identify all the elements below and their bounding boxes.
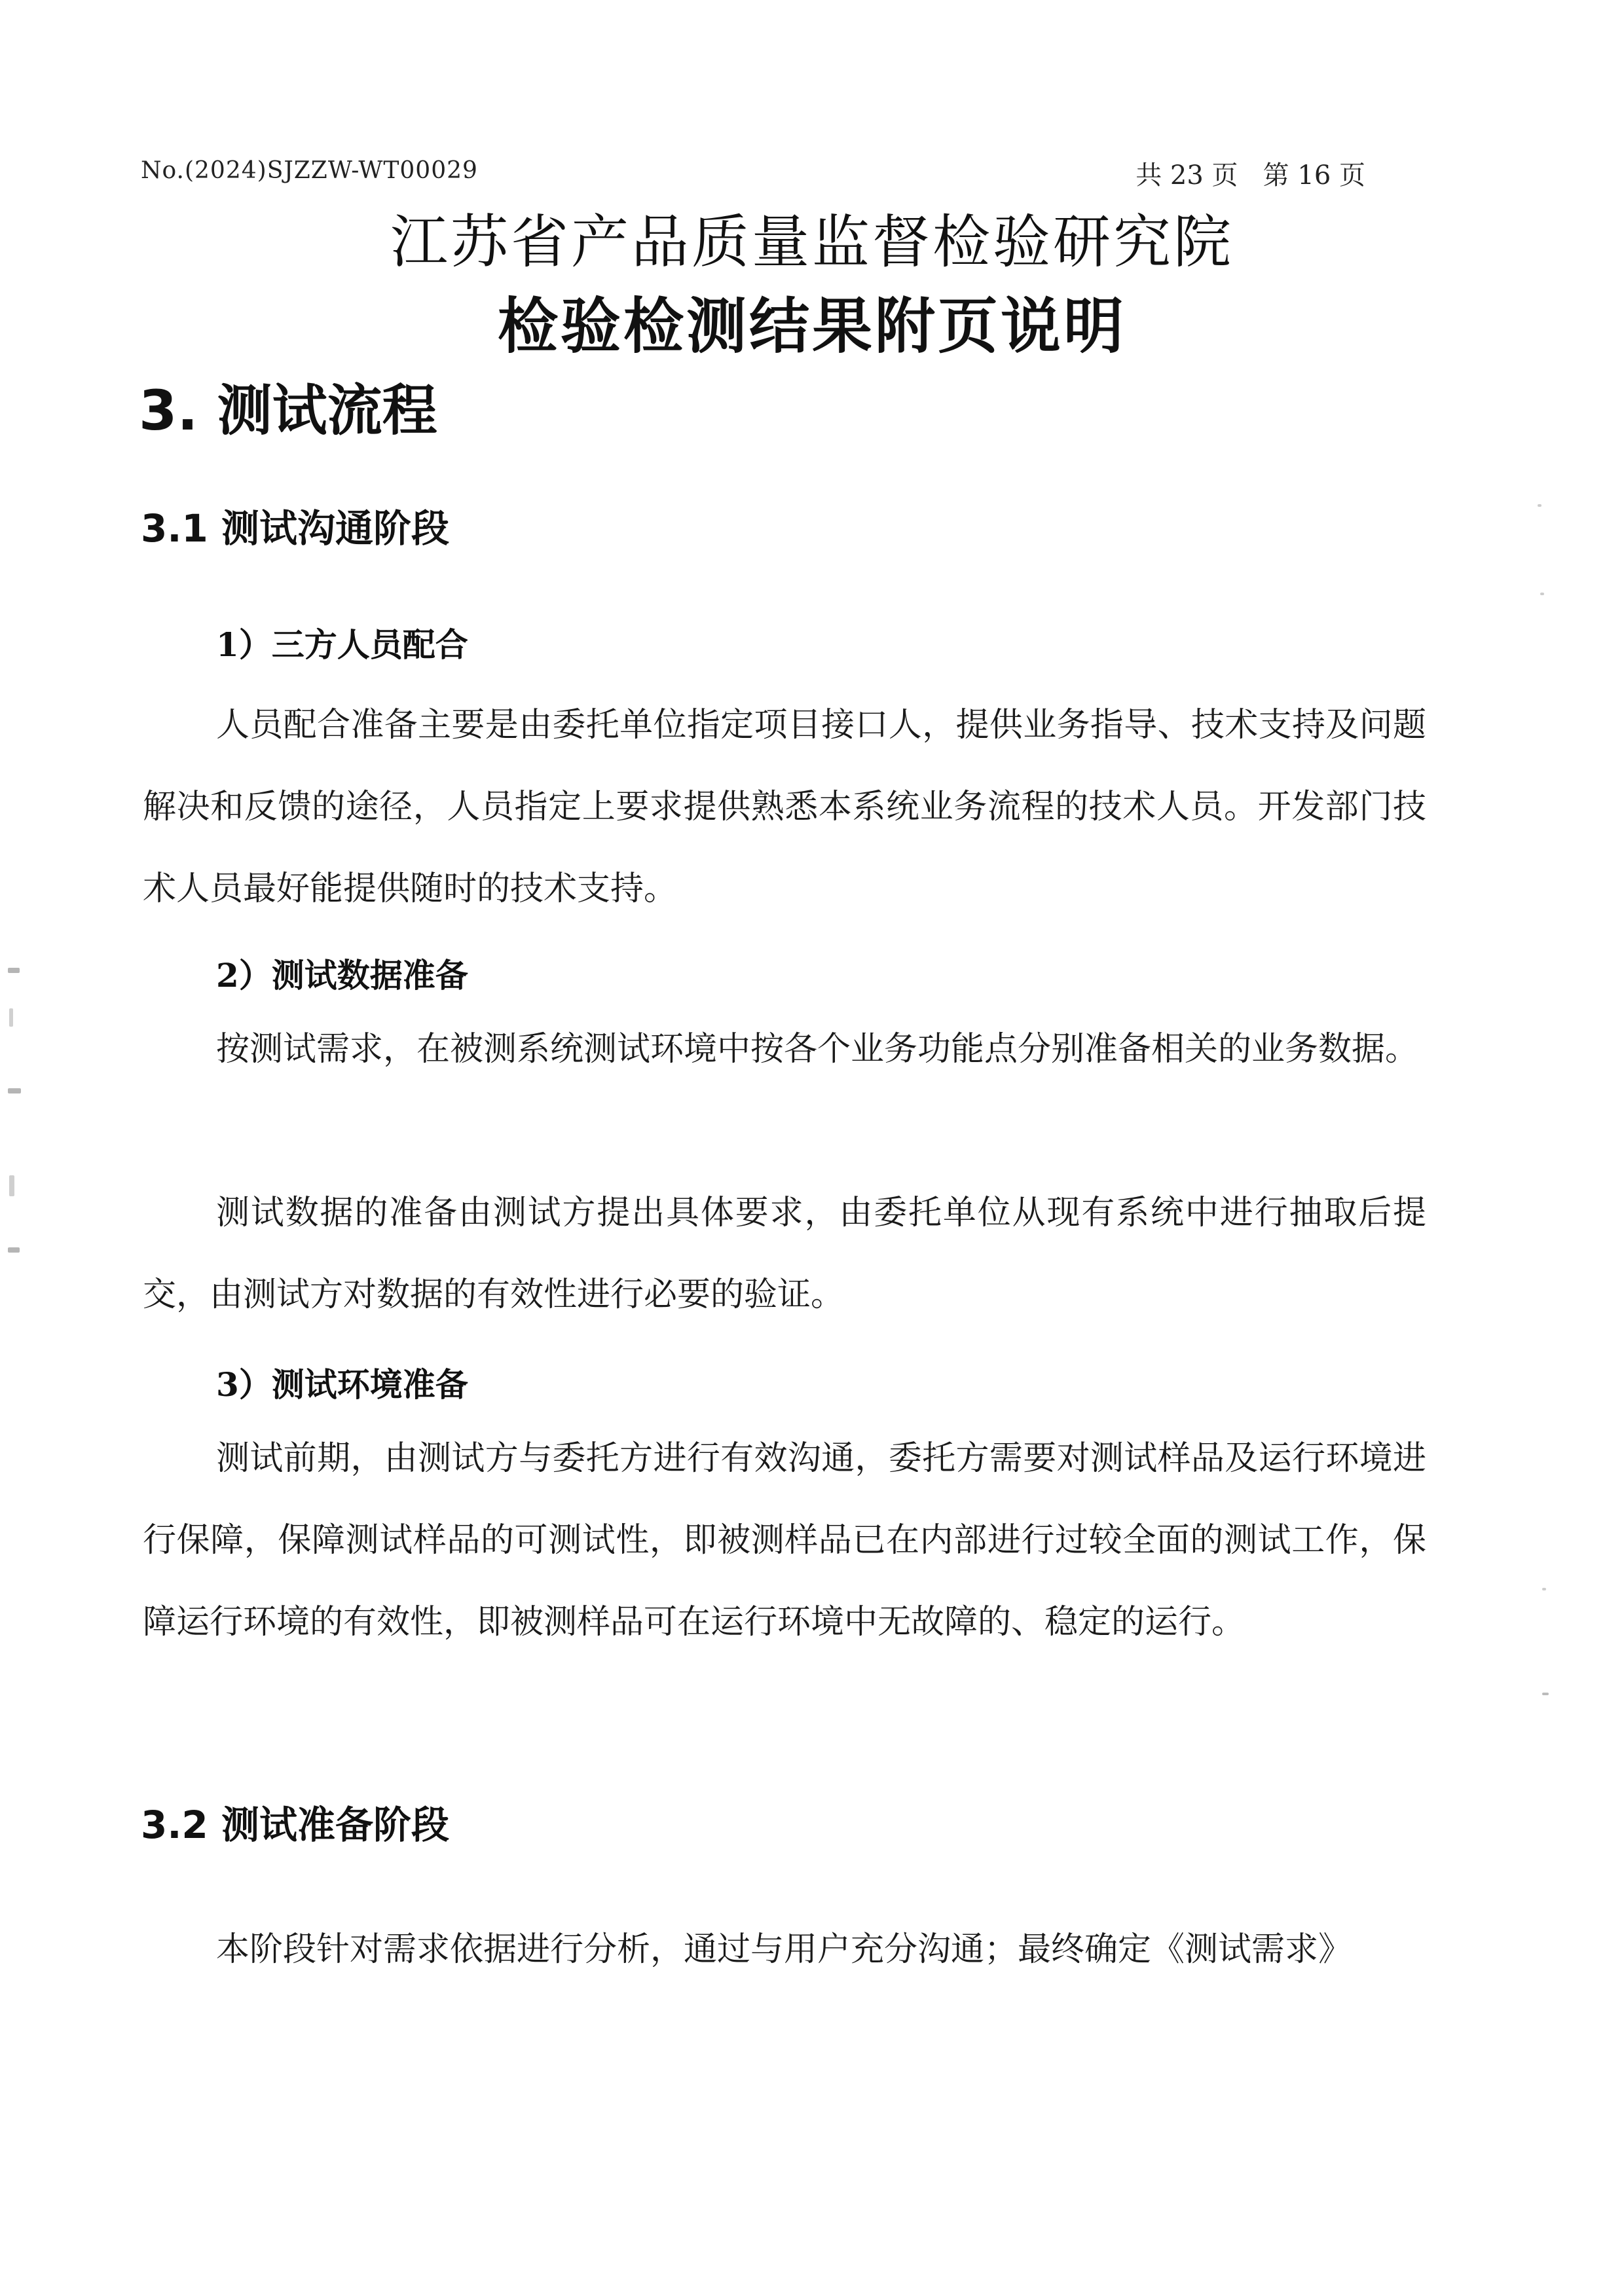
- scan-artifact: [9, 1175, 14, 1196]
- paragraph: 测试前期，由测试方与委托方进行有效沟通，委托方需要对测试样品及运行环境进行保障，保障测试样品的可测试性，即被测样品已在内部进行过较全面的测试工作，保障运行环境的有效性，即被测样品可在运行环境中无故障的、稳定的运行。: [143, 1439, 1426, 1642]
- subsection-heading-3-2: 3.2 测试准备阶段: [141, 1803, 449, 1847]
- scan-artifact: [1542, 1693, 1549, 1695]
- item-heading-2: 2）测试数据准备: [216, 956, 468, 995]
- page-indicator: 共 23 页 第 16 页: [1135, 160, 1365, 191]
- item-heading-3: 3）测试环境准备: [216, 1365, 468, 1404]
- scan-artifact: [1538, 504, 1541, 507]
- scan-artifact: [1540, 593, 1544, 595]
- scan-artifact: [1542, 1588, 1546, 1590]
- item-heading-1: 1）三方人员配合: [216, 625, 468, 664]
- scan-artifact: [8, 1088, 21, 1093]
- organization-title: 江苏省产品质量监督检验研究院: [390, 208, 1234, 276]
- scan-artifact: [9, 1008, 13, 1027]
- paragraph: 测试数据的准备由测试方提出具体要求，由委托单位从现有系统中进行抽取后提交，由测试方对数据的有效性进行必要的验证。: [143, 1194, 1426, 1314]
- paragraph: 人员配合准备主要是由委托单位指定项目接口人，提供业务指导、技术支持及问题解决和反馈的途径，人员指定上要求提供熟悉本系统业务流程的技术人员。开发部门技术人员最好能提供随时的技术支持。: [143, 706, 1426, 908]
- report-number: No.(2024)SJZZW-WT00029: [141, 157, 478, 184]
- document-title: 检验检测结果附页说明: [497, 291, 1126, 361]
- paragraph: 按测试需求，在被测系统测试环境中按各个业务功能点分别准备相关的业务数据。: [216, 1030, 1419, 1069]
- scan-artifact: [8, 1247, 20, 1253]
- paragraph: 本阶段针对需求依据进行分析，通过与用户充分沟通；最终确定《测试需求》: [216, 1930, 1352, 1969]
- section-heading: 3. 测试流程: [139, 378, 437, 443]
- subsection-heading-3-1: 3.1 测试沟通阶段: [141, 506, 449, 551]
- scan-artifact: [8, 968, 20, 973]
